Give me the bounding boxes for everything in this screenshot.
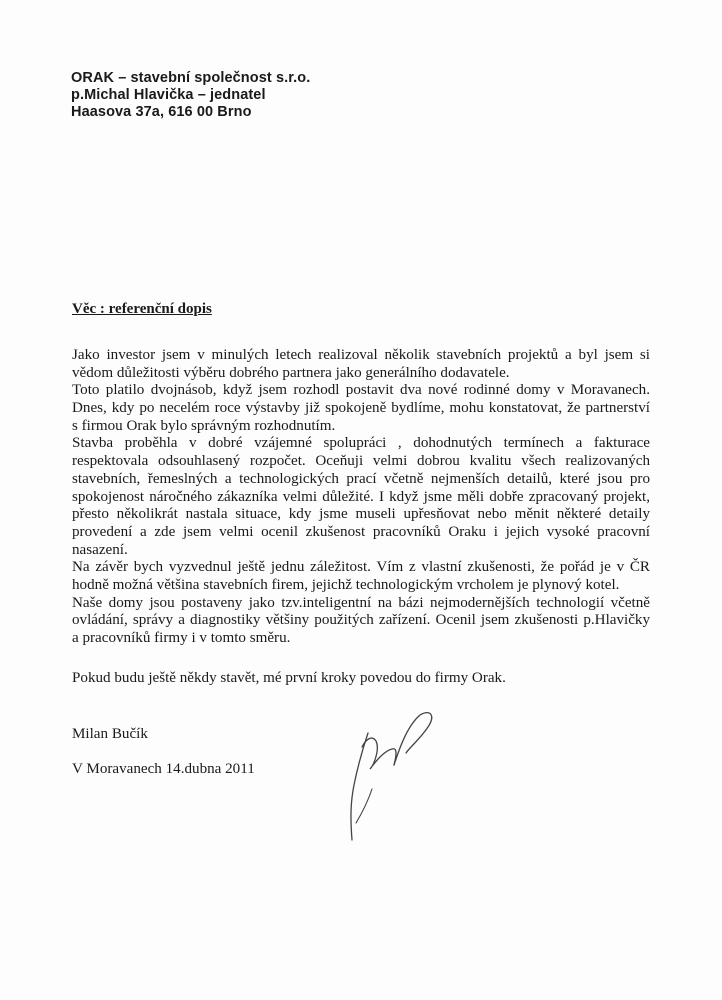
addressee-company: ORAK – stavební společnost s.r.o. xyxy=(71,70,311,86)
body-line: Na závěr bych vyzvednul ještě jednu záležitost. Vím z vlastní zkušenosti, že pořád je v ČR xyxy=(72,559,650,576)
signature-stroke-right xyxy=(394,713,432,765)
body-line: spokojenost náročného zákazníka velmi důležité. I když jsme měli dobře zpracovaný projekt, xyxy=(72,488,650,505)
body-line: nasazení. xyxy=(72,541,128,558)
body-line: ovládání, správy a diagnostiky většiny použitých zařízení. Ocenil jsem zkušenosti p.Hlavičky xyxy=(72,612,650,629)
letter-body xyxy=(72,347,650,648)
closing-sentence: Pokud budu ještě někdy stavět, mé první kroky povedou do firmy Orak. xyxy=(72,670,506,686)
handwritten-signature xyxy=(340,705,450,855)
addressee-address: Haasova 37a, 616 00 Brno xyxy=(71,104,252,120)
body-line: hodně možná většina stavebních firem, jejichž technologickým vrcholem je plynový kotel. xyxy=(72,576,620,593)
body-line: Jako investor jsem v minulých letech realizoval několik stavebních projektů a byl jsem si xyxy=(72,347,650,363)
signature-stroke-loop xyxy=(362,738,396,769)
body-line: vědom důležitosti výběru dobrého partnera jako generálního dodavatele. xyxy=(72,364,510,381)
body-line: Dnes, kdy po necelém roce výstavby již spokojeně bydlíme, mohu konstatovat, že partnerství xyxy=(72,400,650,417)
body-line: a pracovníků firmy i v tomto směru. xyxy=(72,630,291,646)
body-line: s firmou Orak bylo správným rozhodnutím. xyxy=(72,417,336,434)
body-line: Naše domy jsou postaveny jako tzv.inteligentní na bázi nejmodernějších technologií včetně xyxy=(72,594,650,611)
body-line: přesto několikrát nastala situace, kdy jsme museli upřesňovat nebo měnit některé detaily xyxy=(72,506,650,523)
addressee-contact: p.Michal Hlavička – jednatel xyxy=(71,87,266,103)
signature-stroke-left xyxy=(351,733,368,840)
addressee-block xyxy=(71,70,310,121)
place-and-date: V Moravanech 14.dubna 2011 xyxy=(72,761,255,777)
body-line: Stavba proběhla v dobré vzájemné spolupráci , dohodnutých termínech a fakturace xyxy=(72,435,650,452)
body-line: stavebních, řemeslných a technologických prací včetně nejmenších detailů, které jsou pro xyxy=(72,470,650,487)
body-line: Toto platilo dvojnásob, když jsem rozhodl postavit dva nové rodinné domy v Moravanech. xyxy=(72,382,650,399)
body-line: respektovala odsouhlasený rozpočet. Oceňuji velmi dobrou kvalitu všech realizovaných xyxy=(72,453,650,470)
author-name: Milan Bučík xyxy=(72,726,148,742)
subject-line: Věc : referenční dopis xyxy=(72,301,212,317)
body-line: provedení a zde jsem velmi ocenil zkušenost pracovníků Oraku i jejich vysoké pracovní xyxy=(72,523,650,540)
signature-stroke-tail xyxy=(356,789,372,823)
